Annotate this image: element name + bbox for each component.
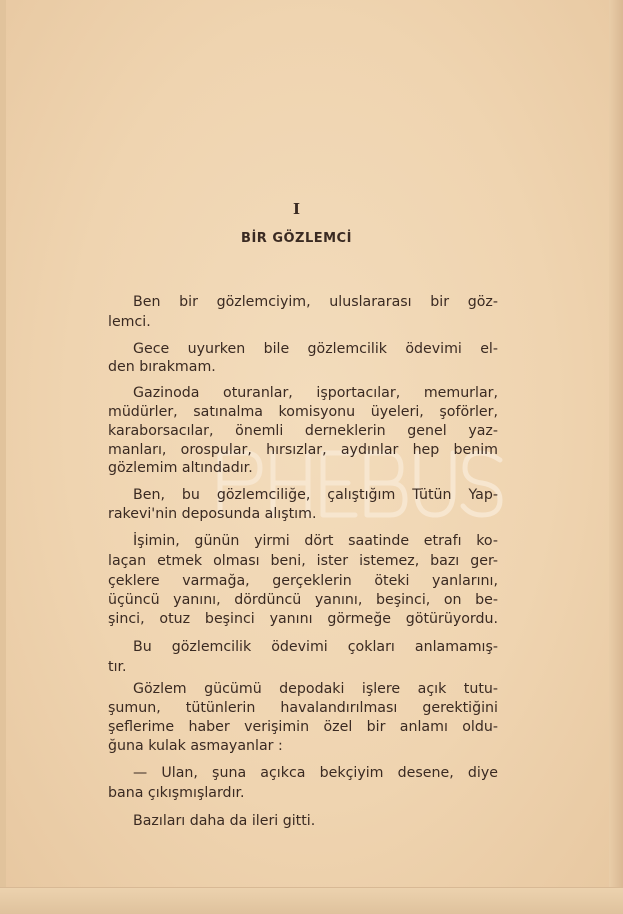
text-line: Gözlem gücümü depodaki işlere açık tutu- xyxy=(133,681,498,697)
chapter-title: BİR GÖZLEMCİ xyxy=(241,231,352,246)
text-line: Gece uyurken bile gözlemcilik ödevimi el- xyxy=(133,341,498,357)
text-line: karaborsacılar, önemli derneklerin genel yaz- xyxy=(108,423,498,439)
text-line: Bazıları daha da ileri gitti. xyxy=(133,813,316,829)
text-line: — Ulan, şuna açıkca bekçiyim desene, diye xyxy=(133,765,498,781)
text-line: şeflerime haber verişimin özel bir anlamı oldu- xyxy=(108,719,498,735)
text-line: Bu gözlemcilik ödevimi çokları anlamamış- xyxy=(133,639,498,655)
text-line: şumun, tütünlerin havalandırılması gerektiğini xyxy=(108,700,498,716)
page-bottom-edge xyxy=(0,887,623,914)
text-line: Ben bir gözlemciyim, uluslararası bir göz- xyxy=(133,294,498,310)
chapter-number: I xyxy=(292,200,301,218)
text-line: şinci, otuz beşinci yanını görmeğe götürüyordu. xyxy=(108,611,498,627)
text-line: laçan etmek olması beni, ister istemez, bazı ger- xyxy=(108,553,498,569)
text-line: İşimin, günün yirmi dört saatinde etrafı ko- xyxy=(133,533,498,549)
page-left-edge xyxy=(0,0,6,914)
text-line: manları, orospular, hırsızlar, aydınlar hep benim xyxy=(108,442,498,458)
text-line: bana çıkışmışlardır. xyxy=(108,785,245,801)
text-line: gözlemim altındadır. xyxy=(108,460,253,476)
text-line: tır. xyxy=(108,659,127,675)
text-line: müdürler, satınalma komisyonu üyeleri, şoförler, xyxy=(108,404,498,420)
text-line: Ben, bu gözlemciliğe, çalıştığım Tütün Yap- xyxy=(133,487,498,503)
text-line: çeklere varmağa, gerçeklerin öteki yanlarını, xyxy=(108,573,498,589)
text-line: ğuna kulak asmayanlar : xyxy=(108,738,283,754)
text-line: üçüncü yanını, dördüncü yanını, beşinci, on be- xyxy=(108,592,498,608)
text-line: rakevi'nin deposunda alıştım. xyxy=(108,506,317,522)
text-line: den bırakmam. xyxy=(108,359,216,375)
text-line: lemci. xyxy=(108,314,151,330)
page-right-edge xyxy=(609,0,623,914)
text-line: Gazinoda oturanlar, işportacılar, memurlar, xyxy=(133,385,498,401)
